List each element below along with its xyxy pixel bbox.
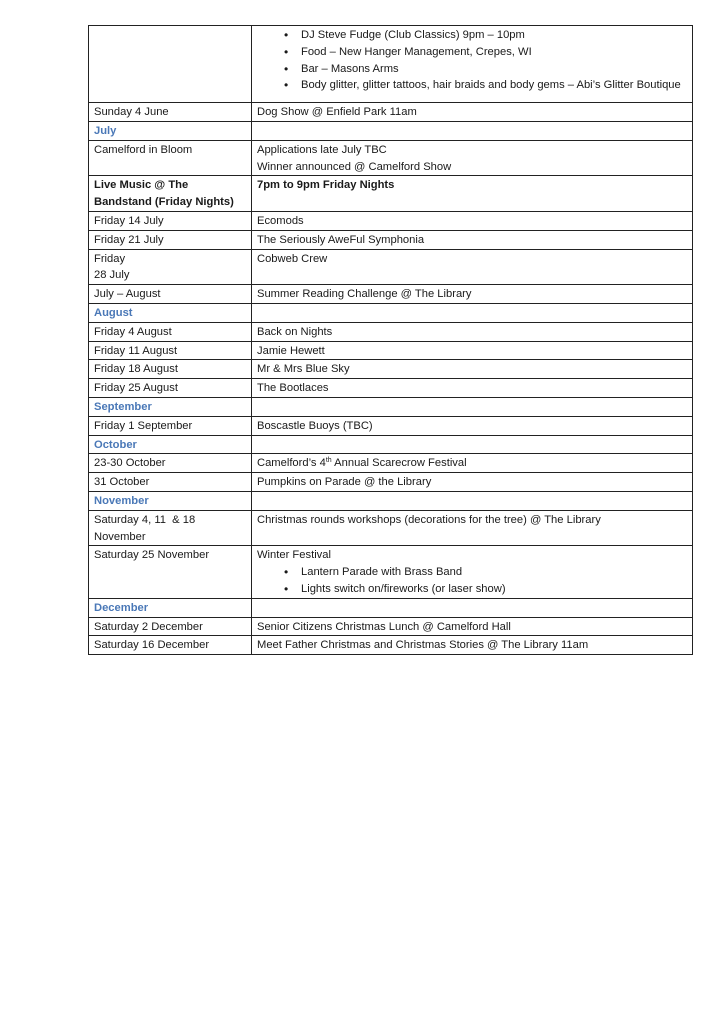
month-header-row <box>89 397 693 416</box>
event-line: Winter Festival <box>257 549 331 562</box>
date-line: Saturday 4, 11 & 18 <box>94 513 196 526</box>
date-cell: Friday 18 August <box>89 360 252 379</box>
event-cell: The Bootlaces <box>252 379 693 398</box>
date-cell: 31 October <box>89 473 252 492</box>
ordinal-suffix: th <box>325 457 332 465</box>
event-cell: Pumpkins on Parade @ the Library <box>252 473 693 492</box>
date-line: 28 July <box>94 269 130 282</box>
event-cell <box>252 546 693 598</box>
table-row <box>89 140 693 176</box>
month-header-row <box>89 598 693 617</box>
list-item: • Lights switch on/fireworks (or laser show) <box>301 581 687 598</box>
date-cell <box>89 26 252 103</box>
event-cell: Senior Citizens Christmas Lunch @ Camelford Hall <box>252 617 693 636</box>
event-cell <box>252 435 693 454</box>
list-item: • Lantern Parade with Brass Band <box>301 564 687 581</box>
date-cell: Friday 14 July <box>89 211 252 230</box>
month-label: October <box>89 435 252 454</box>
month-label: July <box>89 121 252 140</box>
event-cell: Christmas rounds workshops (decorations for the tree) @ The Library <box>252 510 693 546</box>
date-cell: Friday 4 August <box>89 322 252 341</box>
date-cell <box>89 510 252 546</box>
month-header-row <box>89 303 693 322</box>
event-cell: Mr & Mrs Blue Sky <box>252 360 693 379</box>
event-cell: Boscastle Buoys (TBC) <box>252 416 693 435</box>
event-cell: Jamie Hewett <box>252 341 693 360</box>
table-row <box>89 636 693 655</box>
month-label: August <box>89 303 252 322</box>
date-cell: Camelford in Bloom <box>89 140 252 176</box>
table-row <box>89 379 693 398</box>
table-row <box>89 473 693 492</box>
table-row <box>89 510 693 546</box>
list-item: • DJ Steve Fudge (Club Classics) 9pm – 10pm <box>301 27 687 44</box>
table-row <box>89 230 693 249</box>
month-label: September <box>89 397 252 416</box>
date-cell: Sunday 4 June <box>89 103 252 122</box>
date-cell: Friday 11 August <box>89 341 252 360</box>
date-line: Friday <box>94 252 126 265</box>
table-row <box>89 454 693 473</box>
event-cell <box>252 598 693 617</box>
list-item: • Food – New Hanger Management, Crepes, WI <box>301 44 687 61</box>
month-header-row <box>89 121 693 140</box>
event-cell <box>252 121 693 140</box>
month-header-row <box>89 491 693 510</box>
event-cell <box>252 491 693 510</box>
winter-festival-bullet-list <box>257 564 687 598</box>
event-cell <box>252 140 693 176</box>
event-cell: 7pm to 9pm Friday Nights <box>252 176 693 212</box>
event-cell <box>252 397 693 416</box>
month-header-row <box>89 435 693 454</box>
intro-bullet-list <box>257 27 687 94</box>
event-cell <box>252 26 693 103</box>
list-item: • Body glitter, glitter tattoos, hair braids and body gems – Abi’s Glitter Boutique <box>301 77 687 94</box>
list-item: • Bar – Masons Arms <box>301 61 687 78</box>
event-cell: Dog Show @ Enfield Park 11am <box>252 103 693 122</box>
date-cell <box>89 249 252 285</box>
date-cell: July – August <box>89 285 252 304</box>
events-schedule-table <box>88 25 693 655</box>
event-cell: Meet Father Christmas and Christmas Stories @ The Library 11am <box>252 636 693 655</box>
table-row <box>89 176 693 212</box>
table-row <box>89 546 693 598</box>
event-line: Winner announced @ Camelford Show <box>257 160 452 173</box>
event-cell: Ecomods <box>252 211 693 230</box>
date-cell: Friday 1 September <box>89 416 252 435</box>
table-row <box>89 285 693 304</box>
table-row <box>89 360 693 379</box>
event-cell <box>252 454 693 473</box>
table-row <box>89 103 693 122</box>
date-cell: Saturday 16 December <box>89 636 252 655</box>
month-label: December <box>89 598 252 617</box>
table-row <box>89 211 693 230</box>
event-text: Camelford’s 4 <box>257 457 326 470</box>
table-row <box>89 416 693 435</box>
event-cell: The Seriously AweFul Symphonia <box>252 230 693 249</box>
table-row <box>89 26 693 103</box>
date-cell: Saturday 2 December <box>89 617 252 636</box>
date-cell: Friday 25 August <box>89 379 252 398</box>
event-text: Annual Scarecrow Festival <box>331 457 467 470</box>
date-cell: Live Music @ The Bandstand (Friday Nights) <box>89 176 252 212</box>
table-row <box>89 341 693 360</box>
month-label: November <box>89 491 252 510</box>
event-cell <box>252 303 693 322</box>
event-cell: Back on Nights <box>252 322 693 341</box>
date-cell: Friday 21 July <box>89 230 252 249</box>
date-cell: 23-30 October <box>89 454 252 473</box>
table-row <box>89 322 693 341</box>
table-row <box>89 617 693 636</box>
table-row <box>89 249 693 285</box>
event-cell: Summer Reading Challenge @ The Library <box>252 285 693 304</box>
event-cell: Cobweb Crew <box>252 249 693 285</box>
date-line: November <box>94 530 146 543</box>
date-cell: Saturday 25 November <box>89 546 252 598</box>
event-line: Applications late July TBC <box>257 143 387 156</box>
